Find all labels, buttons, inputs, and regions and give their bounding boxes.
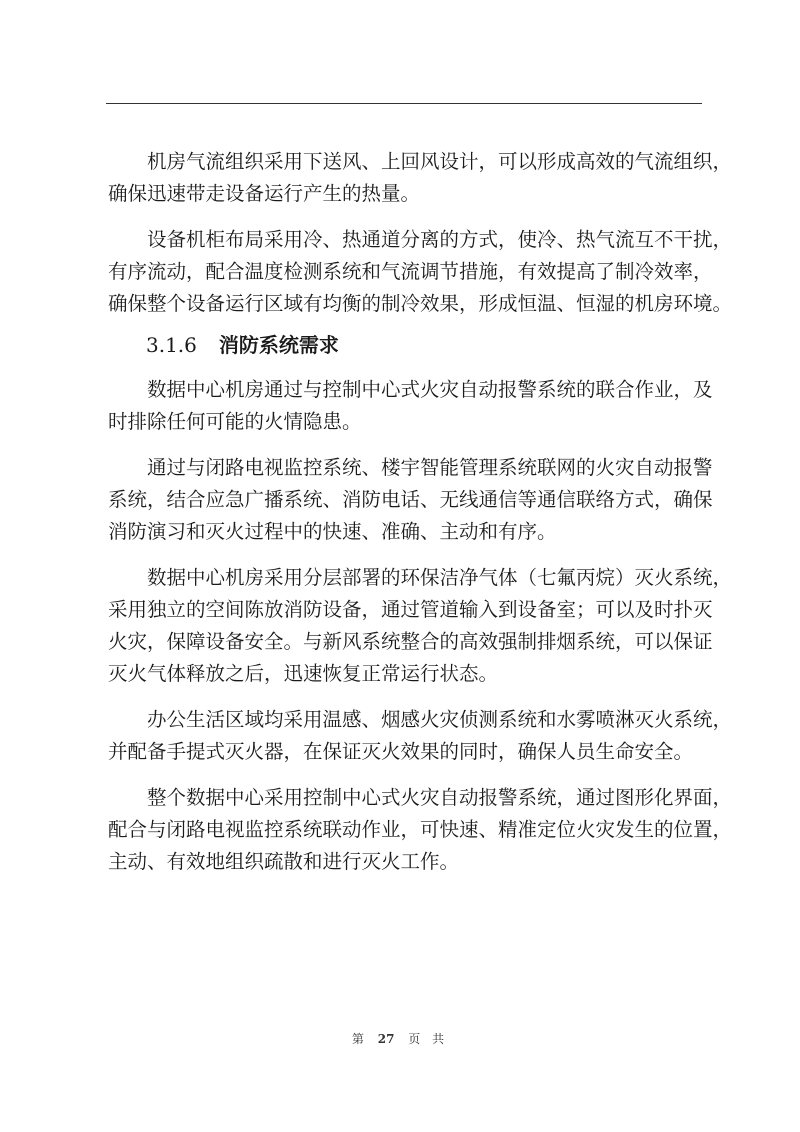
paragraph-line: 采用独立的空间陈放消防设备，通过管道输入到设备室；可以及时扑灭 [108,598,713,621]
paragraph-line: 灭火气体释放之后，迅速恢复正常运行状态。 [108,662,499,685]
section-number: 3.1.6 [146,333,197,357]
paragraph-line: 系统，结合应急广播系统、消防电话、无线通信等通信联络方式，确保 [108,488,713,511]
paragraph-line: 设备机柜布局采用冷、热通道分离的方式，使冷、热气流互不干扰， [147,228,733,251]
paragraph-line: 有序流动，配合温度检测系统和气流调节措施，有效提高了制冷效率， [108,260,713,283]
paragraph-line: 时排除任何可能的火情隐患。 [108,410,362,433]
paragraph-line: 消防演习和灭火过程中的快速、准确、主动和有序。 [108,520,557,543]
header-rule [106,103,702,104]
paragraph [108,452,713,548]
paragraph-line: 并配备手提式灭火器，在保证灭火效果的同时，确保人员生命安全。 [108,740,694,763]
paragraph-line: 确保迅速带走设备运行产生的热量。 [108,182,421,205]
paragraph-line: 机房气流组织采用下送风、上回风设计，可以形成高效的气流组织， [147,150,733,173]
paragraph-line: 数据中心机房采用分层部署的环保洁净气体（七氟丙烷）灭火系统， [147,566,733,589]
paragraph-line: 办公生活区域均采用温感、烟感火灾侦测系统和水雾喷淋灭火系统， [147,708,733,731]
section-heading [108,328,704,362]
paragraph [108,782,733,878]
paragraph [108,704,733,768]
paragraph [108,146,733,210]
section-title: 消防系统需求 [218,333,339,357]
paragraphs-after-section [108,374,733,878]
paragraph [108,224,733,320]
page-footer [0,1030,800,1047]
paragraph-line: 确保整个设备运行区域有均衡的制冷效果，形成恒温、恒湿的机房环境。 [108,292,733,315]
page-body [108,146,733,892]
paragraph [108,374,713,438]
paragraph-line: 通过与闭路电视监控系统、楼宇智能管理系统联网的火灾自动报警 [147,456,713,479]
footer-prefix: 第 [351,1032,368,1046]
paragraph-line: 配合与闭路电视监控系统联动作业，可快速、精准定位火灾发生的位置， [108,818,733,841]
page-number: 27 [377,1032,395,1046]
paragraph-line: 整个数据中心采用控制中心式火灾自动报警系统，通过图形化界面， [147,786,733,809]
paragraph [108,562,733,690]
paragraph-line: 主动、有效地组织疏散和进行灭火工作。 [108,850,460,873]
paragraph-line: 数据中心机房通过与控制中心式火灾自动报警系统的联合作业，及 [147,378,713,401]
paragraph-line: 火灾，保障设备安全。与新风系统整合的高效强制排烟系统，可以保证 [108,630,713,653]
paragraphs-before-section [108,146,733,320]
footer-suffix: 页 共 [408,1032,449,1046]
